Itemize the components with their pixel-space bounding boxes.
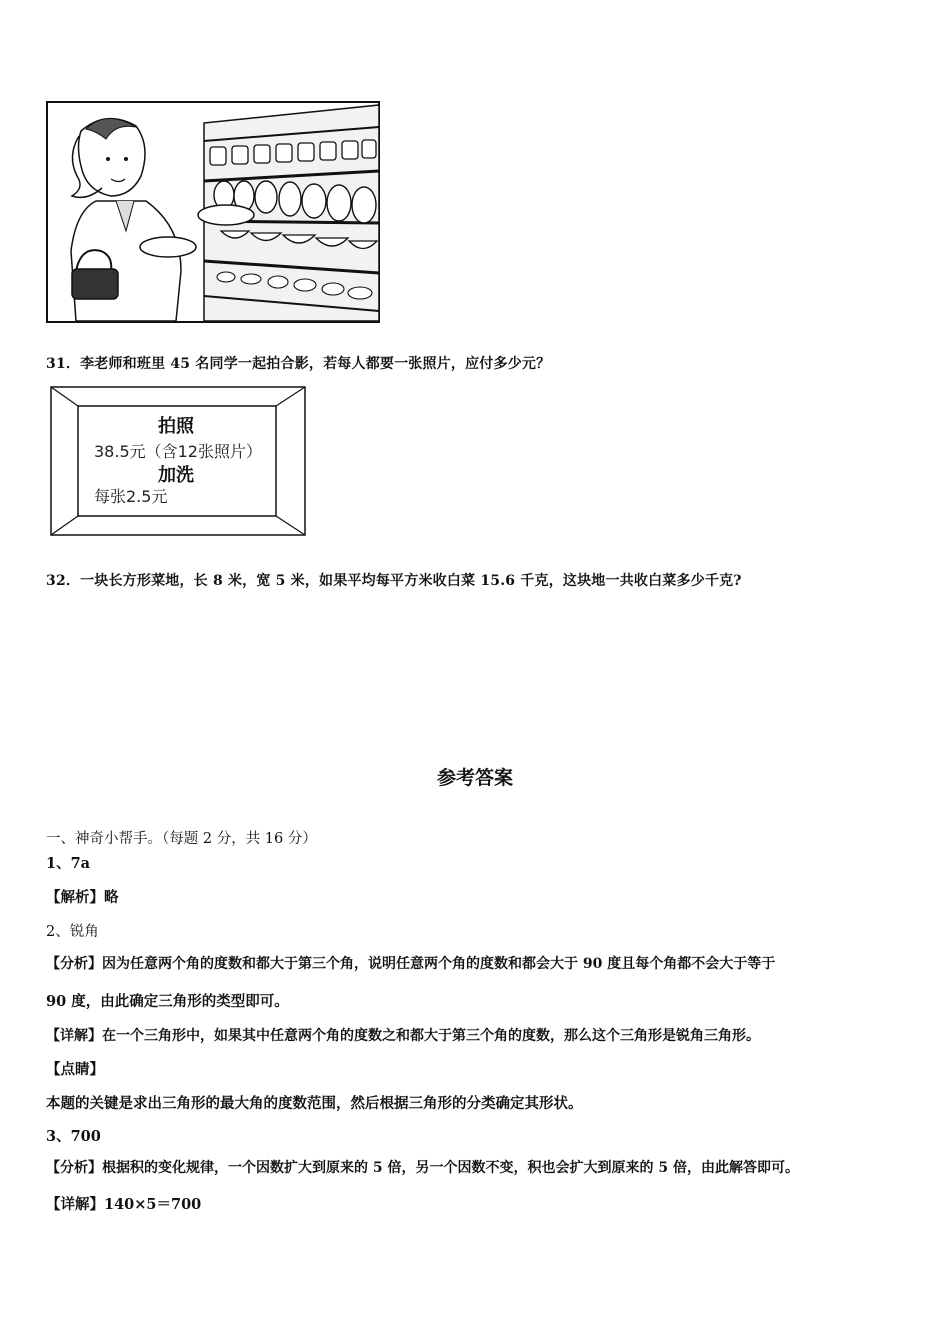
answers-title: 参考答案 <box>436 767 513 789</box>
question-31: 31．李老师和班里 45 名同学一起拍合影，若每人都要一张照片，应付多少元？ <box>46 356 551 372</box>
price-board-heading-reprint: 加洗 <box>158 465 194 486</box>
price-board-heading-photo: 拍照 <box>158 416 194 437</box>
answers-section-1: 一、神奇小帮手。（每题 2 分，共 16 分） <box>46 831 317 847</box>
answer-2-comment: 本题的关键是求出三角形的最大角的度数范围，然后根据三角形的分类确定其形状。 <box>46 1095 583 1112</box>
price-board-photo-price: 38.5元（含12张照片） <box>94 442 262 461</box>
answer-2-detail: 【详解】在一个三角形中，如果其中任意两个角的度数之和都大于第三个角的度数，那么这个三角形是锐角三角形。 <box>46 1028 760 1044</box>
teacher-shelf-illustration <box>46 101 380 323</box>
price-board-reprint-price: 每张2.5元 <box>94 487 168 506</box>
answer-3-label: 3、700 <box>46 1128 101 1145</box>
answer-2-analysis-line-2: 90 度，由此确定三角形的类型即可。 <box>46 993 289 1010</box>
answer-2-analysis-line-1: 【分析】因为任意两个角的度数和都大于第三个角，说明任意两个角的度数和都会大于 90 度且每个角都不会大于等于 <box>46 956 776 972</box>
answer-1-analysis: 【解析】略 <box>46 889 119 906</box>
question-32: 32．一块长方形菜地，长 8 米，宽 5 米，如果平均每平方米收白菜 15.6 千克，这块地一共收白菜多少千克? <box>46 573 742 589</box>
answer-3-detail: 【详解】140×5＝700 <box>46 1196 202 1213</box>
answer-1-label: 1、7a <box>46 855 91 872</box>
answer-3-analysis: 【分析】根据积的变化规律，一个因数扩大到原来的 5 倍，另一个因数不变，积也会扩大到原来的 5 倍，由此解答即可。 <box>46 1160 799 1176</box>
answer-2-comment-label: 【点睛】 <box>46 1061 104 1078</box>
price-board <box>50 386 306 536</box>
illustration-drawing <box>46 101 380 323</box>
answer-2-label: 2、锐角 <box>46 924 99 940</box>
